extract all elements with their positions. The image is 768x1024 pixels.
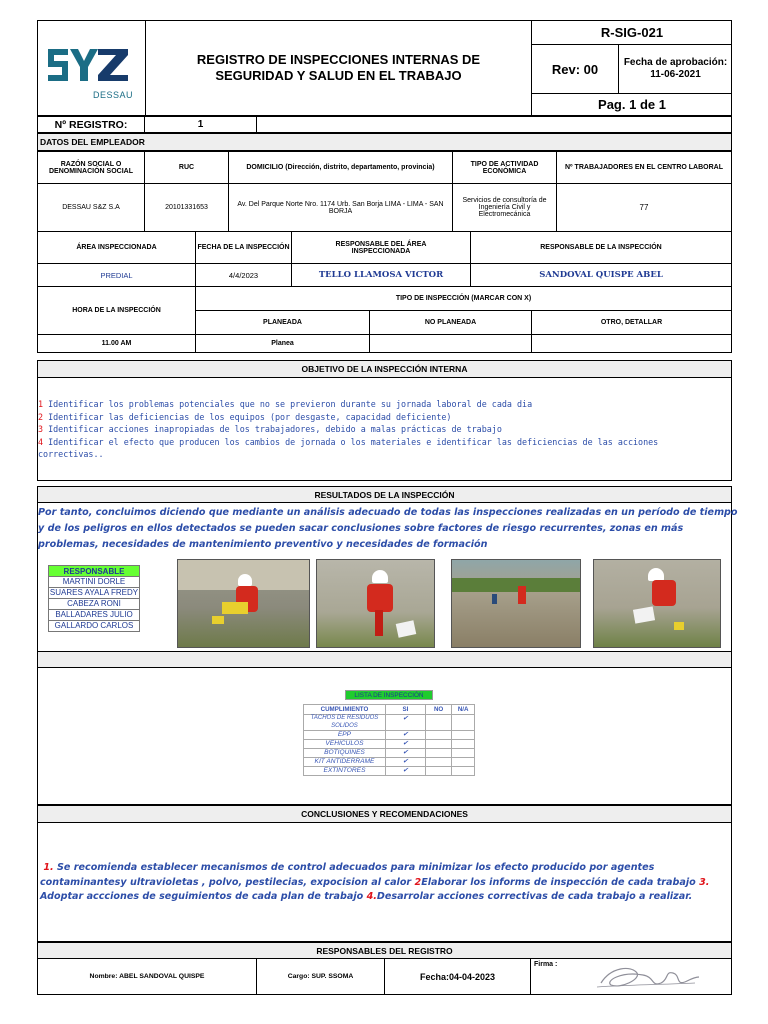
signoff-cargo: Cargo: SUP. SSOMA [256, 958, 385, 995]
hora-label: HORA DE LA INSPECCIÓN [37, 286, 196, 335]
checklist-item: BOTIQUINES [304, 749, 386, 758]
checklist-row [304, 731, 475, 740]
responsable-row: BALLADARES JULIO [48, 610, 140, 621]
registro-value: 1 [144, 116, 257, 133]
employer-header-domicilio: DOMICILIO (Dirección, distrito, departamento, provincia) [228, 151, 453, 184]
checklist-header: N/A [452, 705, 475, 715]
signoff-firma-label: Firma : [534, 961, 558, 968]
employer-section-title: DATOS DEL EMPLEADOR [37, 133, 732, 151]
inspection-resp-area-value: TELLO LLAMOSA VICTOR [291, 263, 471, 287]
inspection-resp-insp-value: SANDOVAL QUISPE ABEL [470, 263, 732, 287]
blank-section-bar [37, 651, 732, 668]
signoff-fecha [384, 958, 531, 995]
conc-num: 3. [699, 876, 710, 888]
conc-text: Se recomienda establecer mecanismos de control adecuados para minimizar los efecto producido por agentes [53, 862, 655, 873]
objective-text: Identificar las deficiencias de los equipos (por desgaste, capacidad deficiente) [43, 411, 452, 422]
conclusions-line [40, 890, 730, 905]
conc-text: Desarrolar acciones correctivas de cada trabajo a realizar. [376, 891, 693, 902]
responsable-row: SUARES AYALA FREDY [49, 588, 139, 597]
objective-num: 2 [38, 411, 44, 422]
employer-header-ruc: RUC [144, 151, 229, 184]
employer-header-razon: RAZÓN SOCIAL O DENOMINACIÓN SOCIAL [37, 151, 145, 184]
checklist-header: NO [425, 705, 451, 715]
inspection-photo-4 [593, 559, 721, 648]
employer-value-ruc: 20101331653 [144, 183, 229, 232]
checklist-item: VEHICULOS [304, 740, 386, 749]
logo-subtext: DESSAU [93, 90, 134, 100]
conc-text: contaminantesy ultravioletas , polvo, pestilecias, expocision al calor [40, 876, 415, 888]
objective-tail: correctivas.. [38, 449, 104, 459]
responsable-row: GALLARDO CARLOS [48, 621, 140, 632]
checklist-row [304, 749, 475, 758]
responsable-header: RESPONSABLE [48, 565, 140, 577]
tipo-no-planeada: NO PLANEADA [369, 310, 532, 335]
employer-header-trabajadores: Nº TRABAJADORES EN EL CENTRO LABORAL [556, 151, 732, 184]
checklist-row [304, 740, 475, 749]
inspection-header-fecha: FECHA DE LA INSPECCIÓN [195, 231, 292, 264]
check-icon: ✔ [385, 758, 425, 767]
checklist-body [37, 667, 732, 805]
signoff-section-title: RESPONSABLES DEL REGISTRO [37, 942, 732, 959]
results-line: problemas, necesidades de mantenimiento preventivo y necesidades de formación [38, 539, 488, 550]
tipo-no-planeada-value [369, 334, 532, 353]
inspection-header-resp-area: RESPONSABLE DEL ÁREA INSPECCIONADA [291, 231, 471, 264]
document-code: R-SIG-021 [532, 21, 732, 45]
conclusions-section-title: CONCLUSIONES Y RECOMENDACIONES [37, 805, 732, 823]
hora-value: 11.00 AM [37, 334, 196, 353]
objective-item [38, 436, 731, 449]
check-icon: ✔ [385, 740, 425, 749]
checklist-na-cell [452, 758, 475, 767]
conc-num: 1. [43, 862, 54, 873]
objective-num: 3 [38, 424, 44, 434]
responsable-row: CABEZA RONI [48, 599, 140, 610]
approval-value: 11-06-2021 [650, 69, 701, 80]
checklist-no-cell [425, 715, 451, 731]
checklist-na-cell [452, 767, 475, 776]
checklist-table [303, 704, 475, 776]
check-icon: ✔ [385, 749, 425, 758]
revision: Rev: 00 [532, 45, 619, 94]
checklist-item: EPP [304, 731, 386, 740]
objective-item [38, 398, 731, 411]
checklist-na-cell [452, 715, 475, 731]
objective-body [37, 377, 732, 481]
objective-section-title: OBJETIVO DE LA INSPECCIÓN INTERNA [37, 360, 732, 378]
inspection-photo-3 [451, 559, 581, 648]
results-body [37, 502, 738, 652]
inspection-photo-2 [316, 559, 435, 648]
conclusions-body [37, 822, 732, 942]
responsable-row: MARTINI DORLE [48, 577, 140, 588]
objective-text: Identificar los problemas potenciales que no se previeron durante su jornada laboral de cada dia [43, 399, 533, 409]
title-line-1: REGISTRO DE INSPECCIONES INTERNAS DE [196, 52, 481, 67]
tipo-otro: OTRO, DETALLAR [531, 310, 732, 335]
objective-num: 4 [38, 436, 44, 447]
conc-text: Elaborar los informs de inspección de cada trabajo [421, 876, 700, 888]
checklist-no-cell [425, 749, 451, 758]
checklist-row [304, 767, 475, 776]
tipo-planeada-value: Planea [195, 334, 370, 353]
conclusions-line [40, 876, 730, 891]
conc-text: Adoptar accciones de seguimientos de cada plan de trabajo [40, 891, 367, 902]
checklist-row [304, 758, 475, 767]
checklist-no-cell [425, 758, 451, 767]
results-text [38, 505, 738, 553]
signoff-fecha-value: 04-04-2023 [448, 971, 496, 982]
checklist-no-cell [425, 767, 451, 776]
check-icon: ✔ [385, 731, 425, 740]
signoff-fecha-label: Fecha: [419, 971, 449, 982]
conclusions-line [40, 861, 730, 876]
checklist-item: KIT ANTIDERRAME [304, 758, 386, 767]
header-right [531, 21, 731, 115]
page-number: Pag. 1 de 1 [598, 97, 666, 112]
registro-label: Nº REGISTRO: [37, 116, 145, 133]
checklist-header: CUMPLIMIENTO [304, 705, 386, 715]
inspection-date-value: 4/4/2023 [195, 263, 292, 287]
check-icon: ✔ [385, 715, 425, 731]
check-icon: ✔ [385, 767, 425, 776]
title-line-2: SEGURIDAD Y SALUD EN EL TRABAJO [215, 68, 462, 83]
checklist-title: LISTA DE INSPECCIÓN [345, 690, 433, 700]
results-line: y de los peligros en ellos detectados se pueden sacar conclusiones sobre factores de riesgo recurrentes, zonas en más [38, 523, 684, 534]
signoff-nombre: Nombre: ABEL SANDOVAL QUISPE [37, 958, 257, 995]
employer-value-trabajadores: 77 [556, 183, 732, 232]
tipo-otro-value [531, 334, 732, 353]
signature-icon [591, 963, 701, 993]
objective-text: Identificar el efecto que producen los cambios de jornada o los materiales e identificar las deficiencias de las acciones [43, 436, 659, 447]
objective-item [38, 411, 731, 424]
checklist-header: SI [385, 705, 425, 715]
conclusions-text [40, 861, 730, 905]
company-logo [38, 21, 146, 115]
inspection-photo-1 [177, 559, 310, 648]
logo-icon [38, 21, 146, 115]
employer-value-actividad: Servicios de consultoría de Ingeniería Civil y Electromecánica [452, 183, 557, 232]
results-section-title: RESULTADOS DE LA INSPECCIÓN [37, 486, 732, 503]
approval-label: Fecha de aprobación: [623, 57, 728, 68]
objective-text: Identificar acciones inapropiadas de los trabajadores, debido a malas prácticas de trabajo [43, 424, 502, 434]
employer-value-domicilio: Av. Del Parque Norte Nro. 1174 Urb. San Borja LIMA - LIMA - SAN BORJA [228, 183, 453, 232]
checklist-item: TACHOS DE RESIDUOS SOLIDOS [304, 715, 386, 731]
checklist-na-cell [452, 749, 475, 758]
approval-date [619, 45, 732, 94]
tipo-label: TIPO DE INSPECCIÓN (MARCAR CON X) [195, 286, 732, 311]
signoff-firma-cell [530, 958, 732, 995]
checklist-no-cell [425, 740, 451, 749]
inspection-area-value: PREDIAL [37, 263, 196, 287]
checklist-header-row [304, 705, 475, 715]
employer-value-razon: DESSAU S&Z S.A [37, 183, 145, 232]
inspection-header-area: ÁREA INSPECCIONADA [37, 231, 196, 264]
conc-num: 2 [414, 876, 422, 888]
objective-item [38, 423, 731, 436]
checklist-item: EXTINTORES [304, 767, 386, 776]
inspection-header-resp-insp: RESPONSABLE DE LA INSPECCIÓN [470, 231, 732, 264]
checklist-row [304, 715, 475, 731]
employer-header-actividad: TIPO DE ACTIVIDAD ECONÓMICA [452, 151, 557, 184]
checklist-na-cell [452, 731, 475, 740]
checklist-no-cell [425, 731, 451, 740]
registro-blank [256, 116, 732, 133]
checklist-na-cell [452, 740, 475, 749]
objective-num: 1 [38, 399, 44, 409]
results-line: Por tanto, concluimos diciendo que mediante un análisis adecuado de todas las inspecciones realizadas en un período de tiempo [38, 507, 738, 518]
document-title [146, 21, 531, 115]
tipo-planeada: PLANEADA [195, 310, 370, 335]
conc-num: 4. [366, 891, 377, 902]
